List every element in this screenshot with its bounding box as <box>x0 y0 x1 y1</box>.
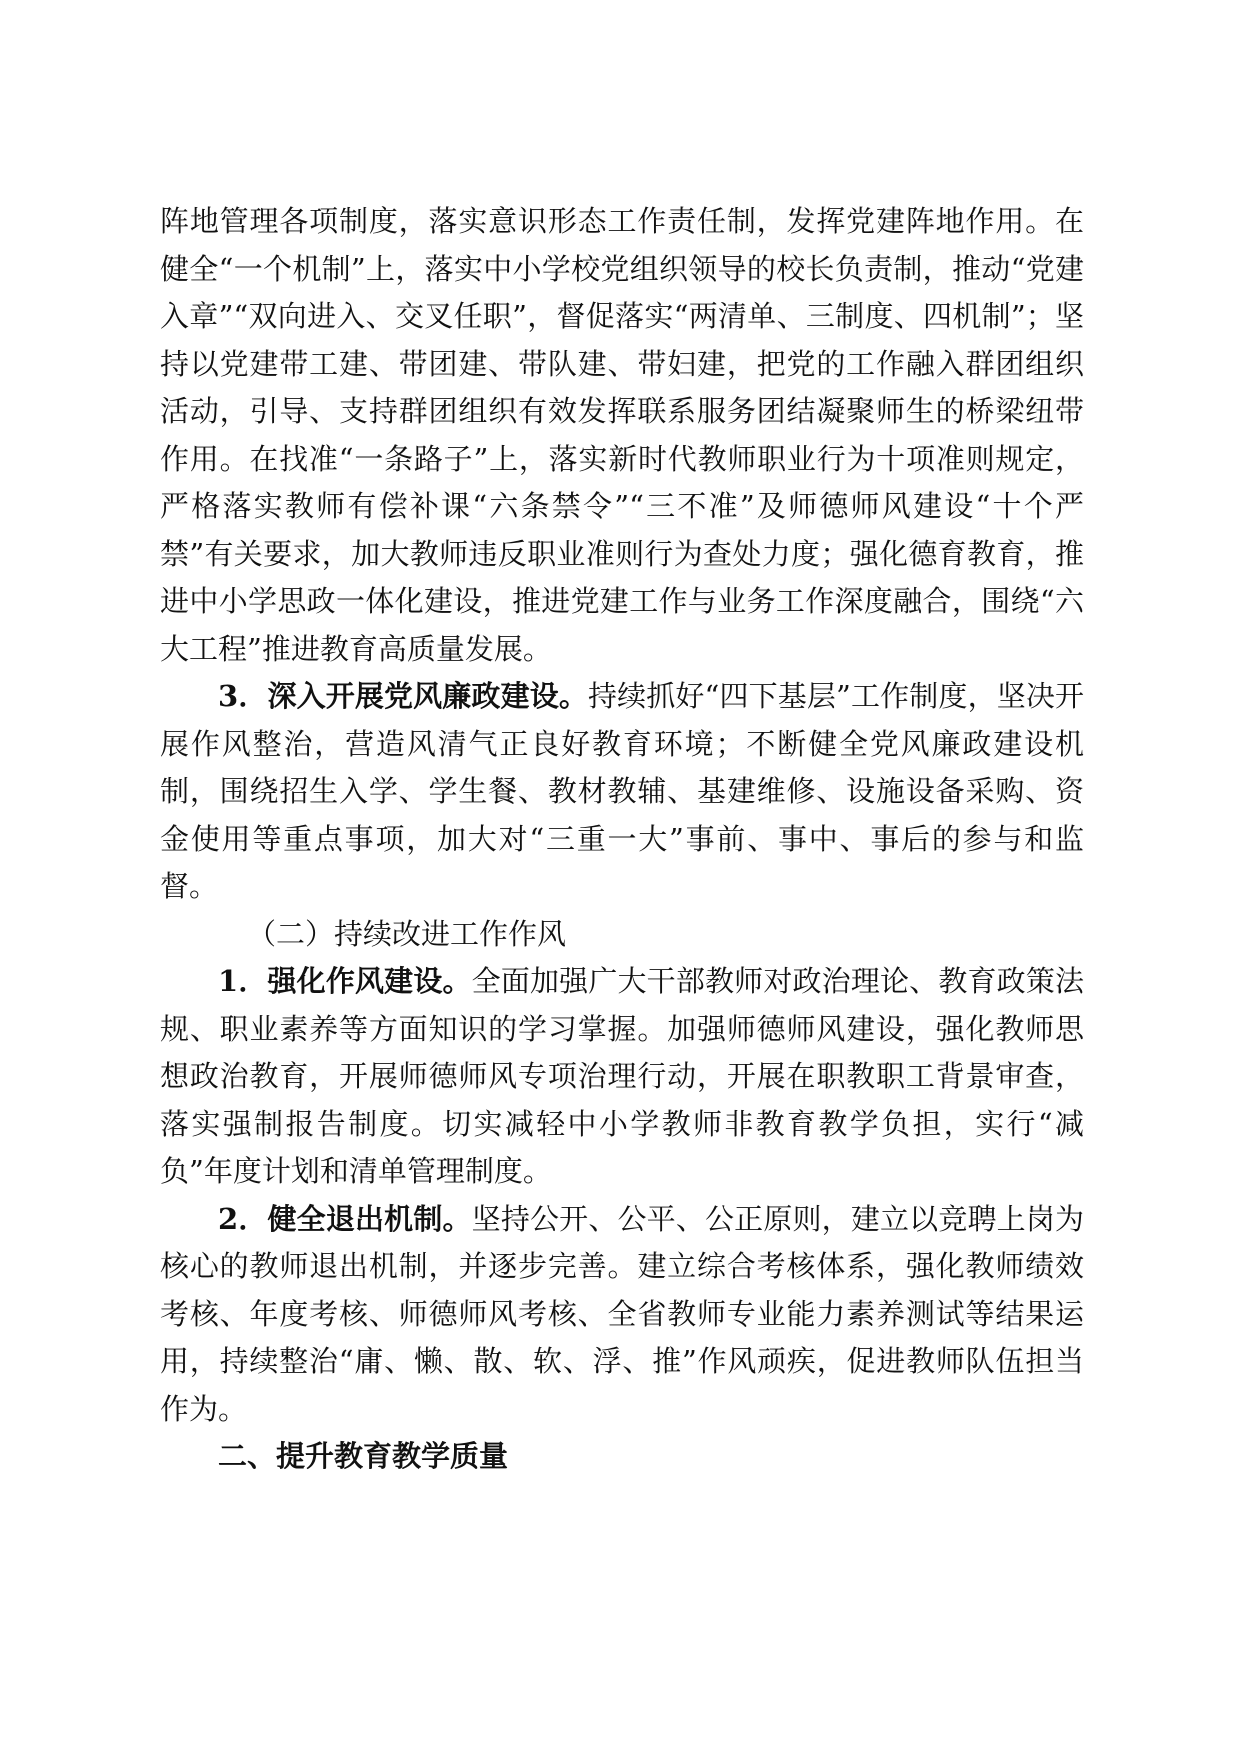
document-page <box>160 198 1084 1481</box>
paragraph-party-building: 阵地管理各项制度，落实意识形态工作责任制，发挥党建阵地作用。在健全“一个机制”上，落实中小学校党组织领导的校长负责制，推动“党建入章”“双向进入、交叉任职”，督促落实“两清单、三制度、四机制”；坚持以党建带工建、带团建、带队建、带妇建，把党的工作融入群团组织活动，引导、支持群团组织有效发挥联系服务团结凝聚师生的桥梁纽带作用。在找准“一条路子”上，落实新时代教师职业行为十项准则规定，严格落实教师有偿补课“六条禁令”“三不准”及师德师风建设“十个严禁”有关要求，加大教师违反职业准则行为查处力度；强化德育教育，推进中小学思政一体化建设，推进党建工作与业务工作深度融合，围绕“六大工程”推进教育高质量发展。 <box>160 204 1084 666</box>
paragraph-exit-mechanism <box>160 1196 1084 1434</box>
item-body-exit-mechanism: 坚持公开、公平、公正原则，建立以竞聘上岗为核心的教师退出机制，并逐步完善。建立综合考核体系，强化教师绩效考核、年度考核、师德师风考核、全省教师专业能力素养测试等结果运用，持续整治“庸、懒、散、软、浮、推”作风顽疾，促进教师队伍担当作为。 <box>160 1201 1084 1426</box>
paragraph-clean-government <box>160 673 1084 911</box>
item-body-work-style: 全面加强广大干部教师对政治理论、教育政策法规、职业素养等方面知识的学习掌握。加强师德师风建设，强化教师思想政治教育，开展师德师风专项治理行动，开展在职教职工背景审查，落实强制报告制度。切实减轻中小学教师非教育教学负担，实行“减负”年度计划和清单管理制度。 <box>160 964 1084 1188</box>
item-body-clean-government: 持续抓好“四下基层”工作制度，坚决开展作风整治，营造风清气正良好教育环境；不断健全党风廉政建设机制，围绕招生入学、学生餐、教材教辅、基建维修、设施设备采购、资金使用等重点事项，加大对“三重一大”事前、事中、事后的参与和监督。 <box>160 679 1084 903</box>
section-heading-teaching-quality: 二、提升教育教学质量 <box>218 1439 509 1473</box>
item-heading-work-style: 1．强化作风建设。 <box>218 964 472 998</box>
section-heading-work-style: （二）持续改进工作作风 <box>247 916 567 951</box>
paragraph-work-style <box>160 958 1084 1196</box>
item-heading-exit-mechanism: 2．健全退出机制。 <box>218 1201 472 1236</box>
item-heading-clean-government: 3．深入开展党风廉政建设。 <box>218 679 588 713</box>
